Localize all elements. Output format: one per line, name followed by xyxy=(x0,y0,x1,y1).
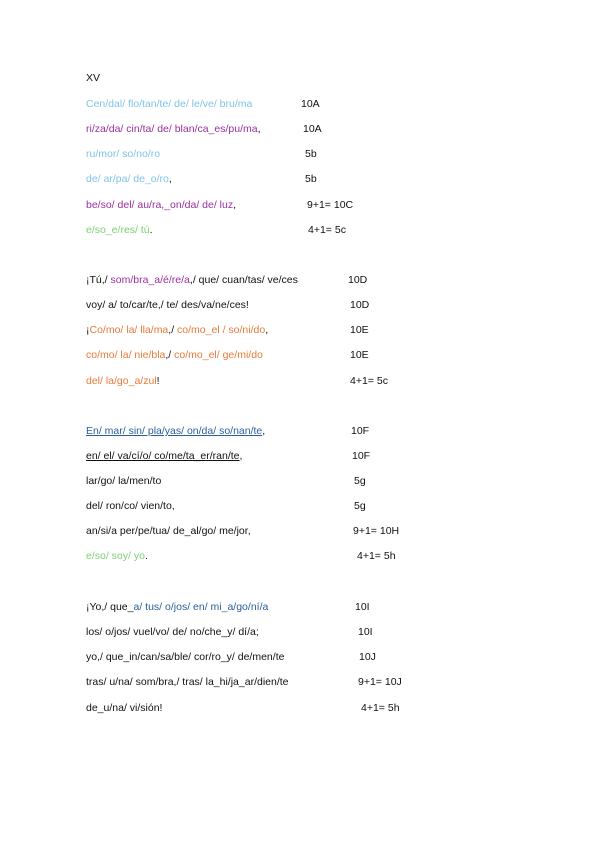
verse-segment: ,/ que/ cuan/tas/ ve/ces xyxy=(189,274,298,286)
meter-annotation: 9+1= 10H xyxy=(353,525,400,537)
verse-segment: en/ el/ va/cí/o/ co/me/ta_er/ran/te xyxy=(86,450,240,462)
meter-annotation: 4+1= 5c xyxy=(308,224,346,236)
verse-line xyxy=(86,172,172,186)
meter-annotation: 4+1= 5h xyxy=(357,550,396,562)
verse-segment: , xyxy=(265,324,269,336)
verse-segment: ,/ xyxy=(168,324,178,336)
verse-line xyxy=(86,122,261,136)
meter-annotation: 10J xyxy=(359,651,376,663)
meter-annotation: 10E xyxy=(350,349,369,361)
verse-segment: ¡ xyxy=(86,324,90,336)
verse-line xyxy=(86,298,249,312)
verse-line xyxy=(86,374,160,388)
verse-segment: ru/mor/ so/no/ro xyxy=(86,148,161,160)
meter-annotation: 10E xyxy=(350,324,369,336)
verse-line xyxy=(86,625,259,639)
verse-line xyxy=(86,474,161,488)
verse-line xyxy=(86,424,265,438)
verse-segment: ri/za/da/ cin/ta/ de/ blan/ca_es/pu/ma xyxy=(86,123,258,135)
meter-annotation: 5g xyxy=(354,475,366,487)
meter-annotation: 4+1= 5c xyxy=(350,375,388,387)
verse-segment: . xyxy=(144,550,148,562)
meter-annotation: 9+1= 10C xyxy=(307,199,354,211)
verse-line xyxy=(86,198,236,212)
meter-annotation: 4+1= 5h xyxy=(361,702,400,714)
verse-line xyxy=(86,701,162,715)
verse-line xyxy=(86,348,263,362)
verse-line xyxy=(86,650,284,664)
meter-annotation: 10F xyxy=(351,425,370,437)
verse-segment: voy/ a/ to/car/te,/ te/ des/va/ne/ces! xyxy=(86,299,249,311)
verse-line xyxy=(86,147,160,161)
verse-segment: yo,/ que_in/can/sa/ble/ cor/ro_y/ de/men/te xyxy=(86,651,285,663)
meter-annotation: 10I xyxy=(355,601,370,613)
verse-line xyxy=(86,524,251,538)
verse-segment: e/so_e/res/ tú xyxy=(86,224,150,236)
poem-title: XV xyxy=(86,72,101,84)
verse-segment: ,/ xyxy=(165,349,175,361)
meter-annotation: 5b xyxy=(305,173,317,185)
verse-segment: be/so/ del/ au/ra,_on/da/ de/ luz xyxy=(86,199,234,211)
meter-annotation: 9+1= 10J xyxy=(358,676,402,688)
verse-segment: Cen/dal/ flo/tan/te/ de/ le/ve/ bru/ma xyxy=(86,98,253,110)
verse-segment: , xyxy=(257,123,261,135)
verse-segment: an/si/a per/pe/tua/ de_al/go/ me/jor, xyxy=(86,525,251,537)
verse-line xyxy=(86,273,298,287)
verse-line xyxy=(86,549,148,563)
verse-segment: a/ tus/ o/jos/ en/ mi_a/go/ní/a xyxy=(133,601,269,613)
verse-line xyxy=(86,600,268,614)
meter-annotation: 10D xyxy=(350,299,370,311)
verse-segment: , xyxy=(168,173,172,185)
verse-segment: co/mo_el/ ge/mi/do xyxy=(174,349,263,361)
verse-line xyxy=(86,97,252,111)
verse-segment: e/so/ soy/ yo xyxy=(86,550,145,562)
verse-segment: de/ ar/pa/ de_o/ro xyxy=(86,173,169,185)
meter-annotation: 10A xyxy=(303,123,322,135)
verse-segment: ¡Yo,/ que_ xyxy=(86,601,134,613)
verse-segment: del/ la/go_a/zul xyxy=(86,375,157,387)
verse-segment: ¡Tú,/ xyxy=(86,274,111,286)
verse-line xyxy=(86,499,175,513)
verse-segment: , xyxy=(239,450,243,462)
verse-segment: , xyxy=(233,199,237,211)
verse-segment: ! xyxy=(156,375,160,387)
meter-annotation: 10F xyxy=(352,450,371,462)
verse-segment: co/mo/ la/ nie/bla xyxy=(86,349,166,361)
verse-segment: de_u/na/ vi/sión! xyxy=(86,702,163,714)
verse-segment: En/ mar/ sin/ pla/yas/ on/da/ so/nan/te xyxy=(86,425,263,437)
verse-segment: Co/mo/ la/ lla/ma xyxy=(89,324,169,336)
verse-segment: . xyxy=(149,224,153,236)
verse-line xyxy=(86,675,289,689)
verse-line xyxy=(86,323,268,337)
verse-segment: los/ o/jos/ vuel/vo/ de/ no/che_y/ dí/a; xyxy=(86,626,259,638)
verse-segment: som/bra_a/é/re/a xyxy=(110,274,190,286)
verse-segment: co/mo_el / so/ni/do xyxy=(177,324,266,336)
verse-segment: lar/go/ la/men/to xyxy=(86,475,162,487)
meter-annotation: 10A xyxy=(301,98,320,110)
meter-annotation: 5g xyxy=(354,500,366,512)
meter-annotation: 10I xyxy=(358,626,373,638)
verse-segment: , xyxy=(262,425,266,437)
verse-line xyxy=(86,223,153,237)
verse-line xyxy=(86,449,242,463)
verse-segment: tras/ u/na/ som/bra,/ tras/ la_hi/ja_ar/dien/te xyxy=(86,676,289,688)
verse-segment: del/ ron/co/ vien/to, xyxy=(86,500,175,512)
meter-annotation: 5b xyxy=(305,148,317,160)
meter-annotation: 10D xyxy=(348,274,368,286)
